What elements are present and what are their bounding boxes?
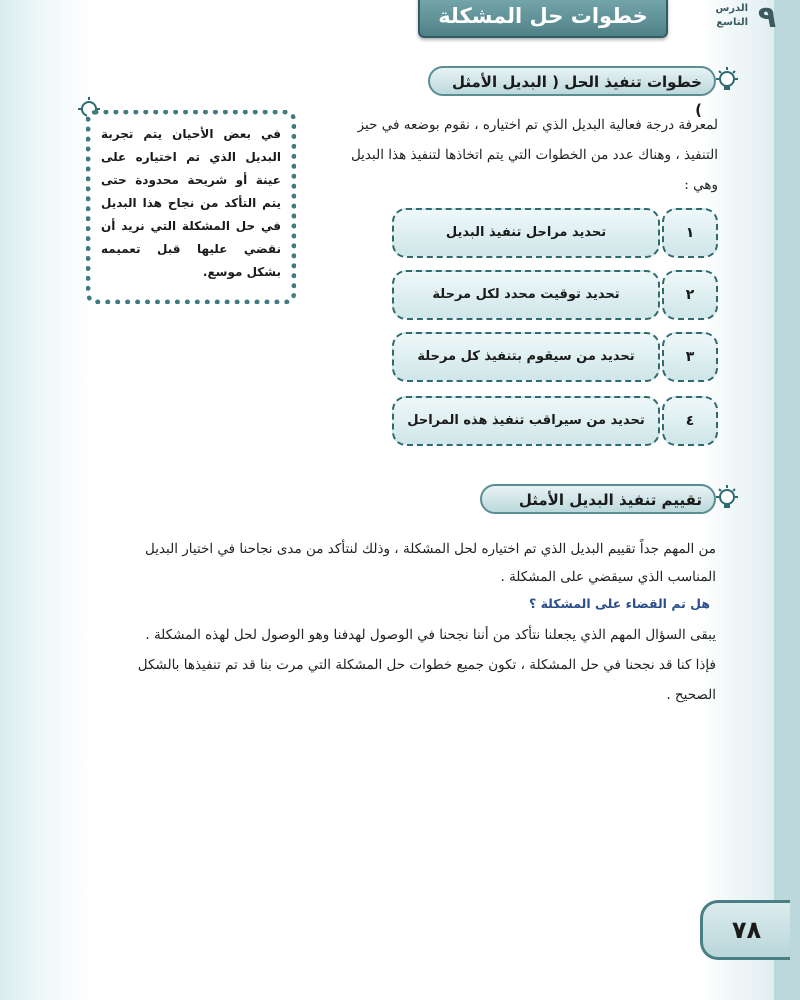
lesson-label-line2: التاسع: [716, 17, 748, 28]
step-box: تحديد من سيراقب تنفيذ هذه المراحل: [392, 396, 660, 446]
section-heading-implementation: خطوات تنفيذ الحل ( البديل الأمثل ): [428, 66, 716, 96]
question-heading: هل تم القضاء على المشكلة ؟: [528, 596, 710, 611]
step-number: ٢: [662, 270, 718, 320]
step-number: ١: [662, 208, 718, 258]
step-box: تحديد مراحل تنفيذ البديل: [392, 208, 660, 258]
note-box: في بعض الأحيان يتم تجربة البديل الذي تم اختياره على عينة أو شريحة محدودة حتى يتم التأكد من نجاح هذا البديل في حل المشكلة التي نريد أن نقضي عليها قبل تعميمه بشكل موسع.: [86, 110, 296, 304]
intro-line-1: لمعرفة درجة فعالية البديل الذي تم اختياره ، نقوم بوضعه ﻓﻲ حيز: [357, 117, 718, 133]
page-number: ٧٨: [700, 900, 790, 960]
evaluation-line-2: المناسب الذي سيقضي على المشكلة .: [500, 569, 716, 585]
page-edge-band: [774, 0, 800, 1000]
lesson-label-line1: الدرس: [715, 3, 748, 14]
step-number: ٣: [662, 332, 718, 382]
evaluation-line-4: فإذا كنا قد نجحنا ﻓﻲ حل المشكلة ، تكون جميع خطوات حل المشكلة التي مرت بنا قد تم تنفيذها بالشكل: [137, 657, 716, 673]
lightbulb-icon: [714, 484, 740, 514]
evaluation-line-1: من المهم جداً تقييم البديل الذي تم اختياره لحل المشكلة ، وذلك لنتأكد من مدى نجاحنا ﻓﻲ اختيار البديل: [144, 541, 716, 557]
evaluation-line-5: الصحيح .: [666, 687, 716, 703]
intro-line-3: وهي :: [684, 177, 718, 193]
lightbulb-icon: [714, 66, 740, 96]
step-box: تحديد من سيقوم بتنفيذ كل مرحلة: [392, 332, 660, 382]
section-heading-evaluation: تقييم تنفيذ البديل الأمثل: [480, 484, 716, 514]
lesson-label: [690, 2, 748, 30]
intro-line-2: التنفيذ ، وهناك عدد من الخطوات التي يتم اتخاذها لتنفيذ هذا البديل: [350, 147, 718, 163]
step-box: تحديد توقيت محدد لكل مرحلة: [392, 270, 660, 320]
lesson-number: ٩: [757, 0, 777, 35]
step-number: ٤: [662, 396, 718, 446]
page-title: خطوات حل المشكلة: [418, 0, 668, 38]
evaluation-line-3: يبقى السؤال المهم الذي يجعلنا نتأكد من أننا نجحنا ﻓﻲ الوصول لهدفنا وهو الوصول لحل لهذه المشكلة .: [145, 627, 716, 643]
